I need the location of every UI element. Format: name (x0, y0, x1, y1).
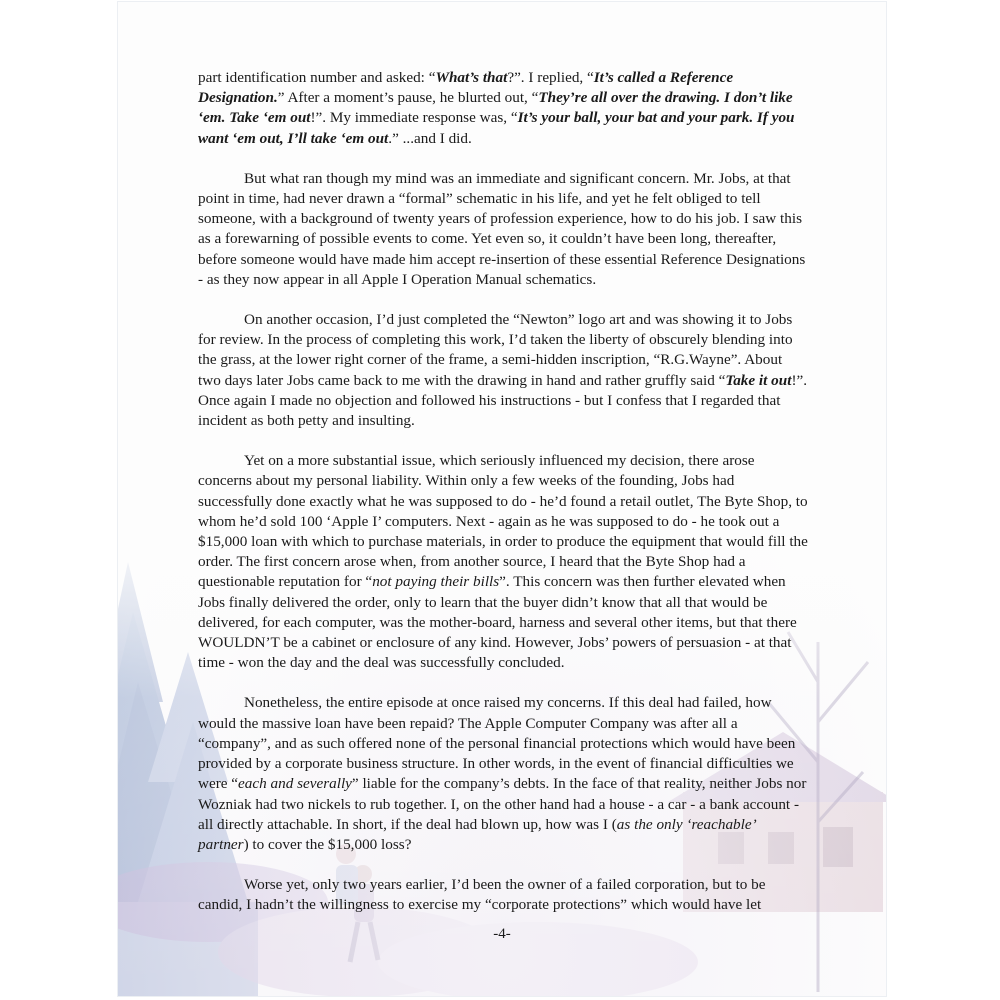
text-run: It’s called a Reference Designation. (198, 69, 734, 107)
text-run: Nonetheless, the entire episode at once raised my concerns. If this deal had failed, how would the massive loan have been repaid? The Apple Computer Company was after all a “company”, and as such offered none of the personal financial protections which would have been provided by a corporate business structure. In other words, in the event of financial difficulties we were “ (198, 694, 796, 793)
letter-body (198, 68, 808, 936)
text-run: part identification number and asked: “ (198, 69, 436, 86)
text-run: On another occasion, I’d just completed the “Newton” logo art and was showing it to Jobs for review. In the process of completing this work, I’d taken the liberty of obscurely blending into the grass, at the lower right corner of the frame, a semi-hidden inscription, “R.G.Wayne”. About two days later Jobs came back to me with the drawing in hand and rather gruffly said “ (198, 311, 793, 389)
text-run: Worse yet, only two years earlier, I’d been the owner of a failed corporation, but to be candid, I hadn’t the willingness to exercise my “corporate protections” which would have let (198, 876, 766, 914)
text-run: They’re all over the drawing. I don’t like ‘em. Take ‘em out (198, 89, 793, 127)
text-run: ) to cover the $15,000 loss? (243, 835, 412, 853)
text-run: ”. This concern was then further elevated when Jobs finally delivered the order, only to learn that the buyer didn’t know that all that would be delivered, for each computer, was the mother-board, harness and several other items, but that there WOULDN’T be a cabinet or enclosure of any kind. However, Jobs’ powers of persuasion - at that time - won the day and the deal was successfully concluded. (198, 573, 797, 672)
text-run: !”. Once again I made no objection and followed his instructions - but I confess that I regarded that incident as both petty and insulting. (198, 371, 808, 430)
text-run: It’s your ball, your bat and your park. If you want ‘em out, I’ll take ‘em out (198, 109, 795, 147)
paragraph-4 (198, 451, 808, 673)
text-run: !”. My immediate response was, “ (310, 109, 518, 127)
paragraph-2 (198, 169, 808, 290)
text-run: .” ...and I did. (388, 129, 472, 147)
text-run: not paying their bills (372, 573, 500, 591)
text-run: Take it out (725, 371, 792, 389)
text-run: ” After a moment’s pause, he blurted out, “ (277, 89, 539, 107)
text-run: What’s that (435, 69, 508, 86)
text-run: as the only ‘reachable’ partner (198, 815, 755, 853)
text-run: ?”. I replied, “ (507, 69, 594, 86)
text-run: ” liable for the company’s debts. In the face of that reality, neither Jobs nor Wozniak had two nickels to rub together. I, on the other hand had a house - a car - a bank account - all directly attachable. In short, if the deal had blown up, how was I ( (198, 775, 807, 833)
paragraph-5 (198, 693, 808, 855)
paragraph-1 (198, 68, 808, 149)
paragraph-6 (198, 875, 808, 915)
paragraph-3 (198, 310, 808, 431)
text-run: Yet on a more substantial issue, which seriously influenced my decision, there arose concerns about my personal liability. Within only a few weeks of the founding, Jobs had successfully done exactly what he was supposed to do - he’d found a retail outlet, The Byte Shop, to whom he’d sold 100 ‘Apple I’ computers. Next - again as he was supposed to do - he took out a $15,000 loan with which to purchase materials, in order to produce the equipment that would fill the order. The first concern arose when, from another source, I heard that the Byte Shop had a questionable reputation for “ (198, 452, 808, 591)
text-run: each and severally (238, 775, 352, 793)
page-number: -4- (493, 926, 511, 942)
text-run: But what ran though my mind was an immediate and significant concern. Mr. Jobs, at that point in time, had never drawn a “formal” schematic in his life, and yet he felt obliged to tell someone, with a background of twenty years of profession experience, how to do his job. I saw this as a forewarning of possible events to come. Yet even so, it couldn’t have been long, thereafter, before someone would have made him accept re-insertion of these essential Reference Designations - as they now appear in all Apple I Operation Manual schematics. (198, 169, 806, 288)
document-page (118, 2, 886, 996)
